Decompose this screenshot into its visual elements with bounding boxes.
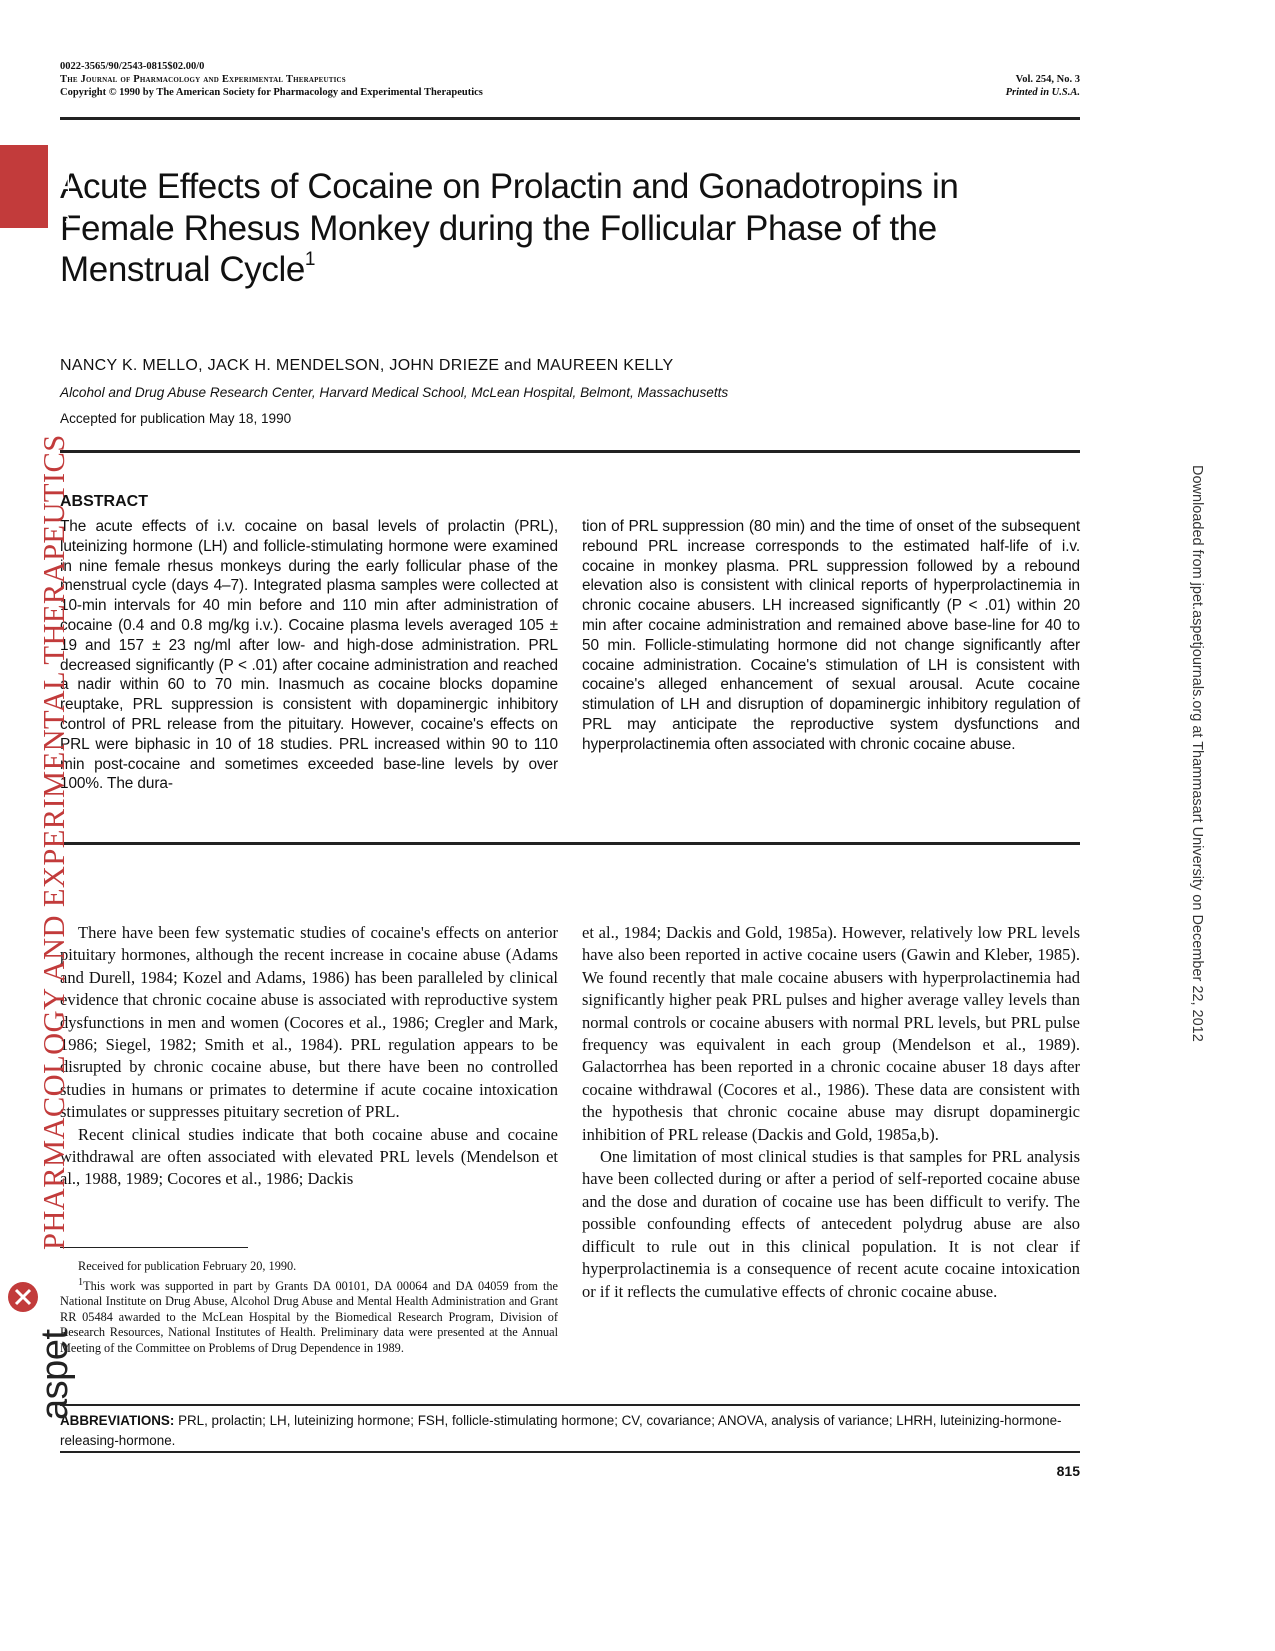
journal-name: The Journal of Pharmacology and Experimental Therapeutics: [60, 74, 346, 85]
aspet-wordmark: aspet: [34, 1329, 76, 1420]
received-date: Received for publication February 20, 1990.: [78, 1259, 297, 1273]
body-left-column: [60, 922, 558, 1191]
affiliation: Alcohol and Drug Abuse Research Center, Harvard Medical School, McLean Hospital, Belmont, Massachusetts: [60, 385, 729, 400]
abstract-bottom-rule: [60, 842, 1080, 845]
footnote-rule: [60, 1247, 248, 1248]
jpet-badge-text: JPET: [40, 153, 76, 223]
title-footnote-mark: 1: [304, 249, 316, 270]
footnotes: [60, 1259, 558, 1356]
body-paragraph: One limitation of most clinical studies is that samples for PRL analysis have been collected during or after a period of self-reported cocaine abuse and the dose and duration of cocaine use has been difficult to verify. The possible confounding effects of antecedent polydrug abuse are also difficult to rule out in this clinical population. It is not clear if hyperprolactinemia is a consequence of recent acute cocaine intoxication or if it reflects the cumulative effects of chronic cocaine abuse.: [582, 1147, 1080, 1301]
body-paragraph: There have been few systematic studies of cocaine's effects on anterior pituitary hormones, although the recent increase in cocaine abuse (Adams and Durell, 1984; Kozel and Adams, 1986) has been paralleled by clinical evidence that chronic cocaine abuse is associated with reproductive system dysfunctions in men and women (Cocores et al., 1986; Cregler and Mark, 1986; Siegel, 1982; Smith et al., 1984). PRL regulation appears to be disrupted by chronic cocaine abuse, but there have been no controlled studies in humans or primates to determine if acute cocaine intoxication stimulates or suppresses pituitary secretion of PRL.: [60, 923, 558, 1122]
abbreviations: [60, 1411, 1080, 1450]
body-paragraph: et al., 1984; Dackis and Gold, 1985a). However, relatively low PRL levels have also been reported in active cocaine users (Gawin and Kleber, 1985). We found recently that male cocaine abusers with hyperprolactinemia had significantly higher peak PRL pulses and higher average valley levels than normal controls or cocaine abusers with normal PRL levels, but PRL pulse frequency was equivalent in each group (Mendelson et al., 1989). Galactorrhea has been reported in a chronic cocaine abuser 18 days after cocaine withdrawal (Cocores et al., 1986). These data are consistent with the hypothesis that chronic cocaine abuse may disrupt dopaminergic inhibition of PRL release (Dackis and Gold, 1985a,b).: [582, 923, 1080, 1144]
page-number: 815: [1056, 1463, 1080, 1479]
abbreviations-top-rule: [60, 1404, 1080, 1406]
article-title: [60, 166, 1060, 291]
body-paragraph: Recent clinical studies indicate that both cocaine abuse and cocaine withdrawal are often associated with elevated PRL levels (Mendelson et al., 1988, 1989; Cocores et al., 1986; Dackis: [60, 1124, 558, 1189]
volume-number: Vol. 254, No. 3: [1015, 74, 1080, 85]
body-right-column: [582, 922, 1080, 1303]
copyright-line: Copyright © 1990 by The American Society for Pharmacology and Experimental Therapeutics: [60, 87, 483, 98]
abstract-heading: ABSTRACT: [60, 493, 148, 510]
footnote-1: [60, 1275, 558, 1357]
printed-in: Printed in U.S.A.: [1005, 87, 1080, 98]
volume-info: [780, 73, 1080, 99]
abstract-left-column: The acute effects of i.v. cocaine on basal levels of prolactin (PRL), luteinizing hormone (LH) and follicle-stimulating hormone were examined in nine female rhesus monkeys during the early follicular phase of the menstrual cycle (days 4–7). Integrated plasma samples were collected at 10-min intervals for 40 min before and 110 min after administration of cocaine (0.4 and 0.8 mg/kg i.v.). Cocaine plasma levels averaged 105 ± 19 and 157 ± 23 ng/ml after low- and high-dose administration. PRL decreased significantly (P < .01) after cocaine administration and reached a nadir within 60 to 70 min. Inasmuch as cocaine blocks dopamine reuptake, PRL suppression is consistent with dopaminergic inhibitory control of PRL release from the pituitary. However, cocaine's effects on PRL were biphasic in 10 of 18 studies. PRL increased within 90 to 110 min post-cocaine and sometimes exceeded base-line levels by over 100%. The dura-: [60, 518, 558, 793]
footnote-mark: 1: [78, 1276, 84, 1288]
abbreviations-bottom-rule: [60, 1451, 1080, 1453]
journal-header: [60, 60, 660, 99]
article-code: 0022-3565/90/2543-0815$02.00/0: [60, 61, 205, 72]
side-journal-banner: PHARMACOLOGY AND EXPERIMENTAL THERAPEUTICS: [37, 434, 71, 1250]
abstract-top-rule: [60, 450, 1080, 453]
footnote-text: This work was supported in part by Grants DA 00101, DA 00064 and DA 04059 from the National Institute on Drug Abuse, Alcohol Drug Abuse and Mental Health Administration and Grant RR 05484 awarded to the McLean Hospital by the Biomedical Research Program, Division of Research Resources, National Institutes of Health. Preliminary data were presented at the Annual Meeting of the Committee on Problems of Drug Dependence in 1989.: [60, 1278, 558, 1355]
header-rule: [60, 117, 1080, 120]
abbreviations-text: PRL, prolactin; LH, luteinizing hormone; FSH, follicle-stimulating hormone; CV, covariance; ANOVA, analysis of variance; LHRH, luteinizing-hormone-releasing-hormone.: [60, 1413, 1062, 1448]
title-text: Acute Effects of Cocaine on Prolactin and Gonadotropins in Female Rhesus Monkey during the Follicular Phase of the Menstrual Cycle: [60, 167, 959, 289]
abstract-right-column: tion of PRL suppression (80 min) and the time of onset of the subsequent rebound PRL increase corresponds to the estimated half-life of i.v. cocaine in monkey plasma. PRL suppression followed by a rebound elevation also is consistent with clinical reports of hyperprolactinemia in chronic cocaine abusers. LH increased significantly (P < .01) within 20 min after cocaine administration and remained above base-line for 40 to 50 min. Follicle-stimulating hormone did not change significantly after cocaine administration. Cocaine's stimulation of LH is consistent with cocaine's alleged enhancement of sexual arousal. Acute cocaine stimulation of LH and disruption of dopaminergic inhibitory regulation of PRL may anticipate the reproductive system dysfunctions and hyperprolactinemia often associated with chronic cocaine abuse.: [582, 518, 1080, 753]
author-list: NANCY K. MELLO, JACK H. MENDELSON, JOHN DRIEZE and MAUREEN KELLY: [60, 357, 674, 374]
accepted-date: Accepted for publication May 18, 1990: [60, 411, 292, 426]
aspet-logo-icon: [6, 1280, 40, 1314]
abbreviations-label: ABBREVIATIONS:: [60, 1413, 175, 1428]
download-stamp: Downloaded from jpet.aspetjournals.org at Thammasart University on December 22, 2012: [1189, 465, 1205, 1042]
